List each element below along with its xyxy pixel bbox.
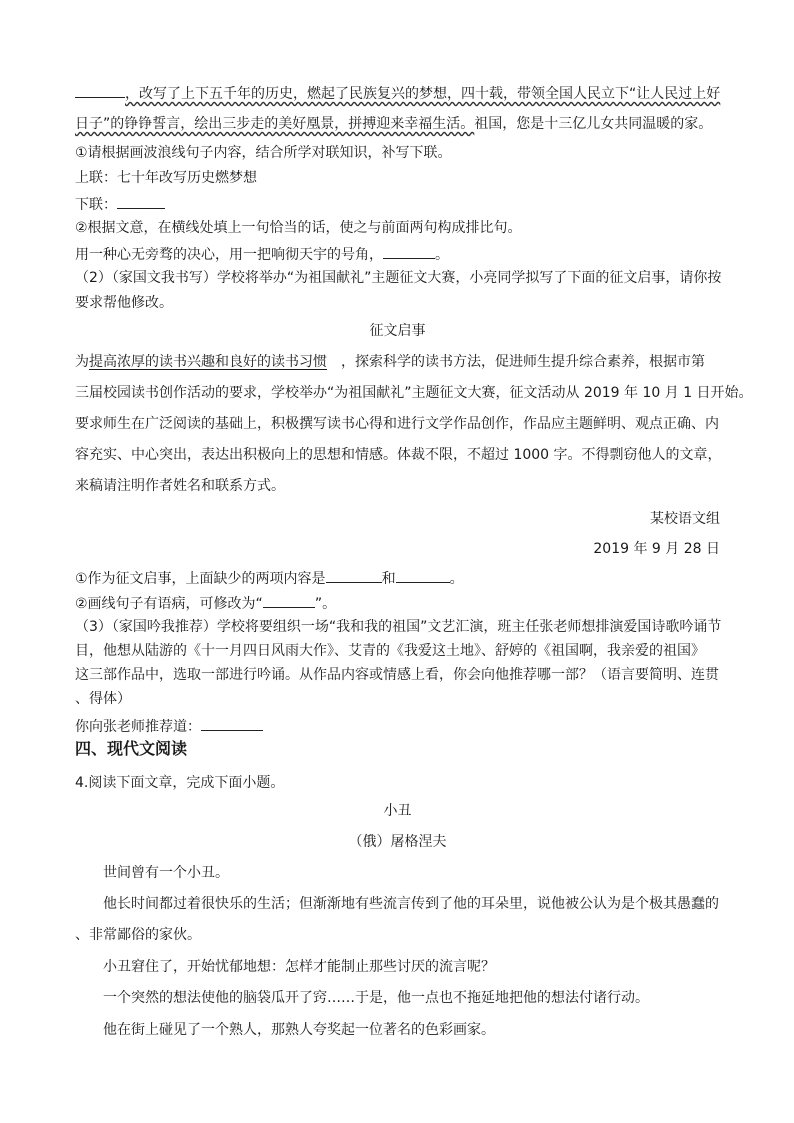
text: ②画线句子有语病，可修改为“ xyxy=(75,596,263,612)
answer-blank[interactable] xyxy=(75,82,125,98)
notice-line-5: 来稿请注明作者姓名和联系方式。 xyxy=(75,478,285,494)
notice-line-1 xyxy=(75,352,720,374)
story-title: 小丑 xyxy=(383,803,412,819)
answer-blank[interactable] xyxy=(326,567,382,583)
text: ”。 xyxy=(314,596,337,612)
recommend-line xyxy=(75,715,720,737)
answer-blank[interactable] xyxy=(383,243,435,259)
wavy-sentence: ，改写了上下五千年的历史，燃起了民族复兴的梦想，四十载，带领全国人民立下“让人民过上好 xyxy=(125,86,721,102)
notice-date: 2019 年 9 月 28 日 xyxy=(593,541,720,557)
text: 用一种心无旁骛的决心，用一把响彻天宇的号角， xyxy=(75,247,383,263)
story-paragraph-4: 一个突然的想法使他的脑袋瓜开了窍……于是，他一点也不拖延地把他的想法付诸行动。 xyxy=(103,990,649,1006)
underlined-sentence: 提高浓厚的读书兴趣和良好的读书习惯 xyxy=(89,354,327,370)
text: ①作为征文启事，上面缺少的两项内容是 xyxy=(75,571,326,587)
story-paragraph-5: 他在街上碰见了一个熟人，那熟人夸奖起一位著名的色彩画家。 xyxy=(103,1022,495,1038)
answer-blank[interactable] xyxy=(117,193,165,209)
story-paragraph-3: 小丑窘住了，开始忧郁地想：怎样才能制止那些讨厌的流言呢？ xyxy=(103,959,495,975)
section-heading: 四、现代文阅读 xyxy=(75,739,188,758)
text: 你向张老师推荐道： xyxy=(75,719,201,735)
story-paragraph-2: 他长时间都过着很快乐的生活；但渐渐地有些流言传到了他的耳朵里，说他被公认为是个极其愚蠢的 xyxy=(103,896,719,912)
question-3-cont-3: 、得体） xyxy=(75,691,131,707)
question-2: （2）（家国文我书写）学校将举办“为祖国献礼”主题征文大赛，小亮同学拟写了下面的征文启事，请你按 xyxy=(75,270,722,286)
question-3-cont-2: 这三部作品中，选取一部进行吟诵。从作品内容或情感上看，你会向他推荐哪一部？（语言要简明、连贯 xyxy=(75,667,719,683)
passage-line-1 xyxy=(75,82,720,104)
upper-couplet: 上联：七十年改写历史燃梦想 xyxy=(75,170,257,186)
parallel-sentence-line xyxy=(75,243,720,265)
question-2-1 xyxy=(75,567,720,589)
wavy-sentence-cont: 日子”的铮铮誓言，绘出三步走的美好凰景，拼搏迎来幸福生活。 xyxy=(75,116,475,132)
text: 。 xyxy=(449,571,464,587)
story-paragraph-2-cont: 、非常鄙俗的家伙。 xyxy=(75,927,201,943)
notice-title: 征文启事 xyxy=(369,323,426,339)
story-paragraph-1: 世间曾有一个小丑。 xyxy=(103,865,229,881)
notice-line-3: 要求师生在广泛阅读的基础上，积极撰写读书心得和进行文学作品创作，作品应主题鲜明、观点正确、内 xyxy=(75,416,719,432)
lower-couplet-label: 下联： xyxy=(75,197,117,213)
notice-signature: 某校语文组 xyxy=(650,511,720,527)
notice-line-2: 三届校园读书创作活动的要求，学校举办“为祖国献礼”主题征文大赛，征文活动从 2019 年 10 月 1 日开始。 xyxy=(75,385,753,401)
question-3: （3）（家国吟我推荐）学校将要组织一场“我和我的祖国”文艺汇演，班主任张老师想排演爱国诗歌吟诵节 xyxy=(75,619,722,635)
answer-blank[interactable] xyxy=(396,567,450,583)
answer-blank[interactable] xyxy=(263,592,315,608)
answer-blank[interactable] xyxy=(201,715,263,731)
passage-line-2 xyxy=(75,114,720,136)
text: 祖国，您是十三亿儿女共同温暖的家。 xyxy=(474,116,713,132)
question-1-2: ②根据文意，在横线处填上一句恰当的话，使之与前面两句构成排比句。 xyxy=(75,220,522,236)
question-2-cont: 要求帮他修改。 xyxy=(75,295,173,311)
text: 。 xyxy=(435,247,449,263)
question-4: 4.阅读下面文章，完成下面小题。 xyxy=(75,775,285,791)
text: 为 xyxy=(75,354,89,370)
question-1-1: ①请根据画波浪线句子内容，结合所学对联知识，补写下联。 xyxy=(75,145,452,161)
text: ，探索科学的读书方法，促进师生提升综合素养，根据市第 xyxy=(341,354,705,370)
question-2-2 xyxy=(75,592,720,614)
text: 和 xyxy=(381,571,396,587)
story-author: （俄）屠格涅夫 xyxy=(348,834,447,850)
notice-line-4: 容充实、中心突出，表达出积极向上的思想和情感。体裁不限，不超过 1000 字。不得剽窃他人的文章， xyxy=(75,447,722,463)
lower-couplet-line xyxy=(75,193,720,215)
question-3-cont-1: 目，他想从陆游的《十一月四日风雨大作》、艾青的《我爱这土地》、舒婷的《祖国啊，我亲爱的祖国》 xyxy=(75,643,705,659)
